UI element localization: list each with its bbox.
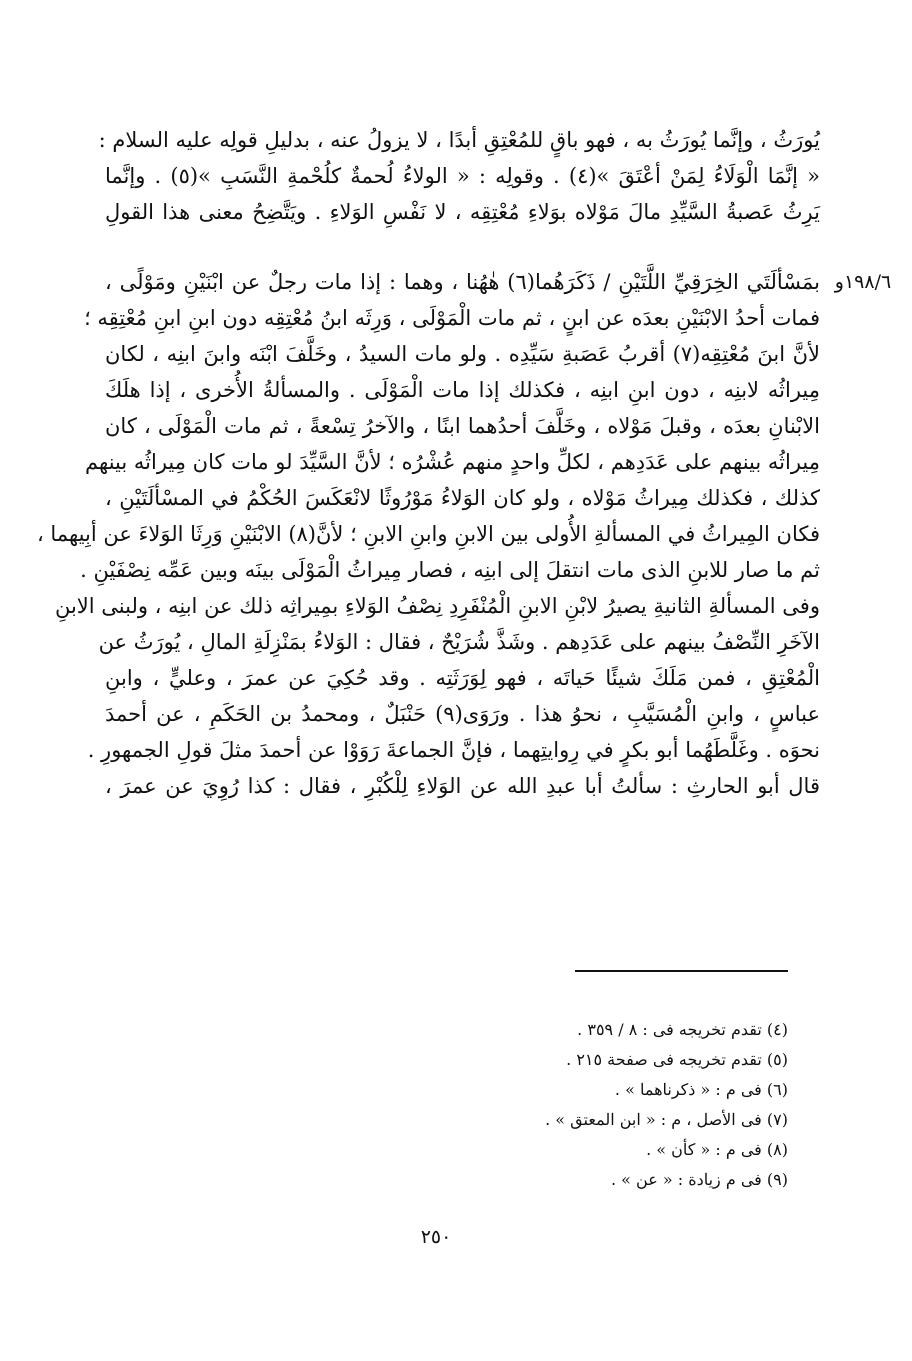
margin-folio-note: ١٩٨/٦و (834, 271, 892, 293)
text-line: يُورَثُ ، وإنَّما يُورَثُ به ، فهو باقٍ للمُعْتِقِ أبدًا ، لا يزولُ عنه ، بدليلِ قولِه عليه السلام : (98, 128, 820, 152)
footnote: (٦) فى م : « ذكرناهما » . (614, 1080, 788, 1099)
text-line: بمَسْألَتَي الخِرَقِيِّ اللَّتَيْنِ / ذَكَرَهُما(٦) هٰهُنا ، وهما : إذا مات رجلٌ عن ابْنَيْنِ ومَوْلًى ، (105, 270, 820, 294)
footnote: (٤) تقدم تخريجه فى : ٨ / ٣٥٩ . (577, 1020, 788, 1039)
text-line: كذلك ، فكذلك مِيراثُ مَوْلاه ، ولو كان الوَلاءُ مَوْرُوثًا لانْعَكَسَ الحُكْمُ في المسْألَتَيْنِ ، (105, 486, 820, 510)
footnote: (٥) تقدم تخريجه فى صفحة ٢١٥ . (566, 1050, 788, 1069)
footnote: (٧) فى الأصل ، م : « ابن المعتق » . (545, 1110, 788, 1129)
text-line: مِيراثُه بينهم على عَدَدِهم ، لكلِّ واحدٍ منهم عُشْرُه ؛ لأنَّ السَّيِّدَ لو مات كان مِيراثُه بينهم (85, 450, 820, 474)
text-line: فكان المِيراثُ في المسألةِ الأُولى بين الابنِ وابنِ الابنِ ؛ لأنَّ(٨) الابْنَيْنِ وَرِثَا الوَلاءَ عن أبِيهما ، (36, 522, 820, 546)
text-line: الابْنانِ بعدَه ، وقبلَ مَوْلاه ، وخَلَّفَ أحدُهما ابنًا ، والآخرُ تِسْعةً ، ثم مات الْمَوْلَى ، كان (105, 414, 820, 438)
text-line: الآخَرِ النِّصْفُ بينهم على عَدَدِهم . وشَذَّ شُرَيْحٌ ، فقال : الوَلاءُ بمَنْزِلَةِ المالِ ، يُورَثُ عن (98, 630, 820, 654)
text-line: نحوَه . وغَلَّطَهُما أبو بكرٍ في رِوايتِهما ، فإنَّ الجماعةَ رَوَوْا عن أحمدَ مثلَ قولِ الجمهورِ . (87, 738, 820, 762)
text-line: فمات أحدُ الابْنَيْنِ بعدَه عن ابنٍ ، ثم مات الْمَوْلَى ، وَرِثَه ابنُ مُعْتِقِه دون ابنِ ابنِ مُعْتِقِه ؛ (84, 306, 820, 330)
text-line: لأنَّ ابنَ مُعْتِقِه(٧) أقربُ عَصَبةِ سَيِّدِه . ولو مات السيدُ ، وخَلَّفَ ابْنَه وابنَ ابنِه ، لكان (105, 342, 820, 366)
text-line: قال أبو الحارثِ : سألتُ أبا عبدِ الله عن الوَلاءِ لِلْكُبْرِ ، فقال : كذا رُوِيَ عن عمرَ ، (105, 774, 820, 798)
footnote-separator (575, 970, 788, 972)
text-line: وفى المسألةِ الثانيةِ يصيرُ لابْنِ الابنِ الْمُنْفَرِدِ نِصْفُ الوَلاءِ بمِيراثِه ذلك عن ابنِه ، ولبنى الابنِ (54, 594, 820, 618)
footnote: (٨) فى م : « كأن » . (646, 1140, 788, 1159)
text-line: ثم ما صار للابنِ الذى مات انتقلَ إلى ابنِه ، فصار مِيراثُ الْمَوْلَى بينَه وبين عَمِّه نِصْفَيْنِ . (80, 558, 820, 582)
text-line: « إنَّمَا الْوَلَاءُ لِمَنْ أعْتَقَ »(٤) . وقولِه : « الولاءُ لُحمةٌ كلُحْمةِ النَّسَبِ »(٥) . وإنَّما (105, 164, 820, 188)
page-number: ٢٥٠ (420, 1226, 452, 1248)
text-line: عباسٍ ، وابنِ الْمُسَيَّبِ ، نحوُ هذا . ورَوَى(٩) حَنْبَلٌ ، ومحمدُ بن الحَكَمِ ، عن أحمدَ (105, 702, 820, 726)
text-line: يَرِثُ عَصبةُ السَّيِّدِ مالَ مَوْلاه بوَلاءِ مُعْتِقِه ، لا نَفْسِ الوَلاءِ . ويَتَّضِحُ معنى هذا القولِ (105, 200, 820, 224)
footnote: (٩) فى م زيادة : « عن » . (610, 1170, 788, 1189)
text-line: الْمُعْتِقِ ، فمن مَلَكَ شيئًا حَياتَه ، فهو لِوَرَثَتِه . وقد حُكِيَ عن عمرَ ، وعليٍّ ، وابنِ (105, 666, 820, 690)
text-line: مِيراثُه لابنِه ، دون ابنِ ابنِه ، فكذلك إذا مات الْمَوْلَى . والمسألةُ الأُخرى ، إذا هلَكَ (105, 378, 820, 402)
